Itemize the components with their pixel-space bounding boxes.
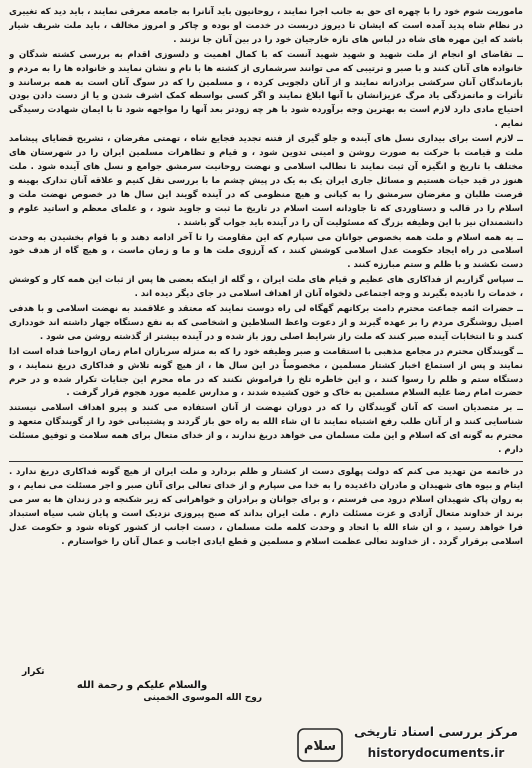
divider bbox=[9, 461, 523, 462]
signature-block bbox=[22, 666, 262, 705]
paragraph: ــ بر متصدیان است که آنان گویندگان را که در دوران نهضت از آنان استفاده می کنند و پیرو اهداف اسلامی نیستند شناسایی کنند و از آنان طلب رفع اشتباه نمایند تا ان شاء الله به راه حق باز گردند و پشتیبانی خود را از گویندگان متعهد و محترم به گونه ای که اسلام و این ملت مسلمان می خواهد دریغ ندارند ، و از خدای متعال برای همه سلامت و توفیق مسئلت دارم . bbox=[9, 403, 523, 456]
site-name: مرکز بررسی اسناد تاریخی bbox=[354, 724, 518, 739]
paragraph: ــ سپاس گزاریم از فداکاری های عظیم و قیام های ملت ایران ، و گله از اینکه بعضی ها پس از ثبات این همه کار و کوشش ، خدمات را نادیده بگیرند و وجه اجتماعی دلخواه آنان از اهداف اسلامی در جای دیگر دیده اند . bbox=[9, 275, 523, 300]
site-url[interactable]: historydocuments.ir bbox=[367, 746, 505, 760]
document-body bbox=[9, 6, 523, 724]
logo-text: سلام bbox=[303, 739, 337, 754]
paragraph: ــ تقاضای او انجام از ملت شهید و شهید شهید آنست که با کمال اهمیت و دلسوزی اقدام به بررسی کشته شدگان و خانواده های آنان کنند و با صبر و ترتیبی که می توانند سرشماری از کشته ها با نام و نشان نمایند و خانواده ها را به مردم و بازماندگان آنان سرکشی برادرانه نمایند و از آنان دلجویی کرده ، و مسلمین را که در سوگ آنان است به همه برسانند و تأثرات و ماتمزدگی یاد مرگ عزیزانشان با آنها ابلاغ نمایند و اگر کسی بواسطه کمک اشرف شدن و یا از دست دادن بودن احتیاج مادی دارد لازم است به بهترین وجه برآورده شود با هر چه زودتر بعد آنها را مواجهه شود تا با ایمان شهادت رسیدگی نمایم . bbox=[9, 49, 523, 130]
salutation: والسلام علیکم و رحمة الله bbox=[76, 680, 208, 691]
paragraph: ــ به همه اسلام و ملت همه بخصوص جوانان می سپارم که این مقاومت را تا آخر ادامه دهند و با قوام بخشیدن به وحدت اسلامی در راه ایجاد حکومت عدل اسلامی کوشش کنند ، که آرزوی ملت ها و ما و زمان ماست ، و هیچ گاه از هدف خود دست نکشند و با ظلم و ستم مبارزه کنند . bbox=[9, 232, 523, 271]
paragraph: ــ لازم است برای بیداری نسل های آینده و جلو گیری از فتنه تجدید فجایع شاه ، تهمتی مفرضان ، تشریح قضایای پیشامد ملت و قیامت با حرکت به صورت روشن و امینی تدوین شود ، و قیام و تظاهرات مسلمین ایران را در شهرستان های مختلف با تاریخ و انگیزه آن ثبت نمایند تا نطالب اسلامی و نهضت روحانیت سرمشق جوامع و نسل های آینده شود . ملت هنوز در قید حیات هستیم و مسائل جاری ایران یک به یک در پیش چشم ما با بررسی نقل کنیم و علاقه آنان تدارک بهینه و فرصت طلبان و مغرضان سرمشق را به کیانی و هیچ منظومی که در آینده گویند این سال ها در خصوص نهضت ملت و اسلام را در قالب و دستاوردی که تا جاودانه است اسلام در تاریخ ما ثبت و جاوید شود ، و علمای معظم و اساتید علوم و دانشمندان نیز با این وظیفه بزرگ که مسئولیت آن را در آینده باید جواب گو باشند . bbox=[9, 134, 523, 228]
paragraph: ــ گویندگان محترم در مجامع مذهبی با استقامت و صبر وظیفه خود را که به منزله سربازان امام زمان ارواحنا فداه است ادا نمایند و پس از استماع اخبار کشتار مسلمین ، مخصوصاً در این سال ها ، از هیچ گونه تلاش و فداکاری دریغ ننمایند ، و دستگاه ستم و ظلم را رسوا کنند ، و این خاطره تلخ را فراموش نکنند که در ماه محرم این جنایات تکرار شده و در حرم حضرت امام رضا علیه السلام مسلمین به خاک و خون کشیده شدند ، و مدارس علمیه مورد هجوم قرار گرفت . bbox=[9, 346, 523, 399]
closing-paragraph: در خاتمه من تهدید می کنم که دولت پهلوی دست از کشتار و ظلم بردارد و ملت ایران از هیچ گونه فداکاری دریغ ندارد . ایتام و بیوه های شهیدان و مادران داغدیده را به خدا می سپارم و از خدای تعالی برای آنان صبر و اجر مسئلت می نمایم ، و به روان پاک شهیدان اسلام درود می فرستم ، و برای جوانان و برادران و خواهرانی که زیر شکنجه و در زندان ها به سر می برند از خداوند متعال آزادی و عزت مسئلت دارم . ملت ایران بداند که صبح پیروزی نزدیک است و پایان شب سیاه استبداد فرا خواهد رسید ، و ان شاء الله با اتحاد و وحدت کلمه ملت مسلمان ، دست اجانب از کشور کوتاه شود و حکومت عدل اسلامی برقرار گردد . از خداوند تعالی عظمت اسلام و مسلمین و قطع ایادی اجانب و عمال آنان را خواستارم . bbox=[9, 467, 523, 547]
salam-logo-icon bbox=[297, 728, 343, 762]
signature: روح الله الموسوی الخمینی bbox=[143, 693, 262, 703]
paragraph: ماموریت شوم خود را با چهره ای حق به جانب اجرا نمایند ، روحانیون باید آنانرا به جامعه معرفی نمایند ، باید دید که تغییری در نظام شاه پدید آمده است که ایشان تا دیروز دربست در خدمت او بوده و چاکر و امروز مخالف ، باید ملت شریف شیار باشد که این مهره های شاه در لباس های تازه خارجیان خود را در بین آنان جا نزنند . bbox=[9, 7, 523, 45]
paragraph: ــ حضرات ائمه جماعت محترم دامت برکاتهم گهگاه لی راه دوست نمایند که معتقد و علاقمند به نهضت اسلامی و با هدفی اصیل روشنگری مردم را بر عهده گیرند و از دعوت واعظ السلاطین و اشخاصی که به نفع دستگاه جهار داشته اند خودداری کنند و تا انتخابات آینده صبر کنند که ملت راز شرایط اصلی روز باز شده و در آینده بیشتر از گذشته روشن می شود . bbox=[9, 304, 523, 342]
watermark-logo bbox=[297, 722, 527, 766]
repeat-mark: تکرار bbox=[22, 667, 45, 677]
